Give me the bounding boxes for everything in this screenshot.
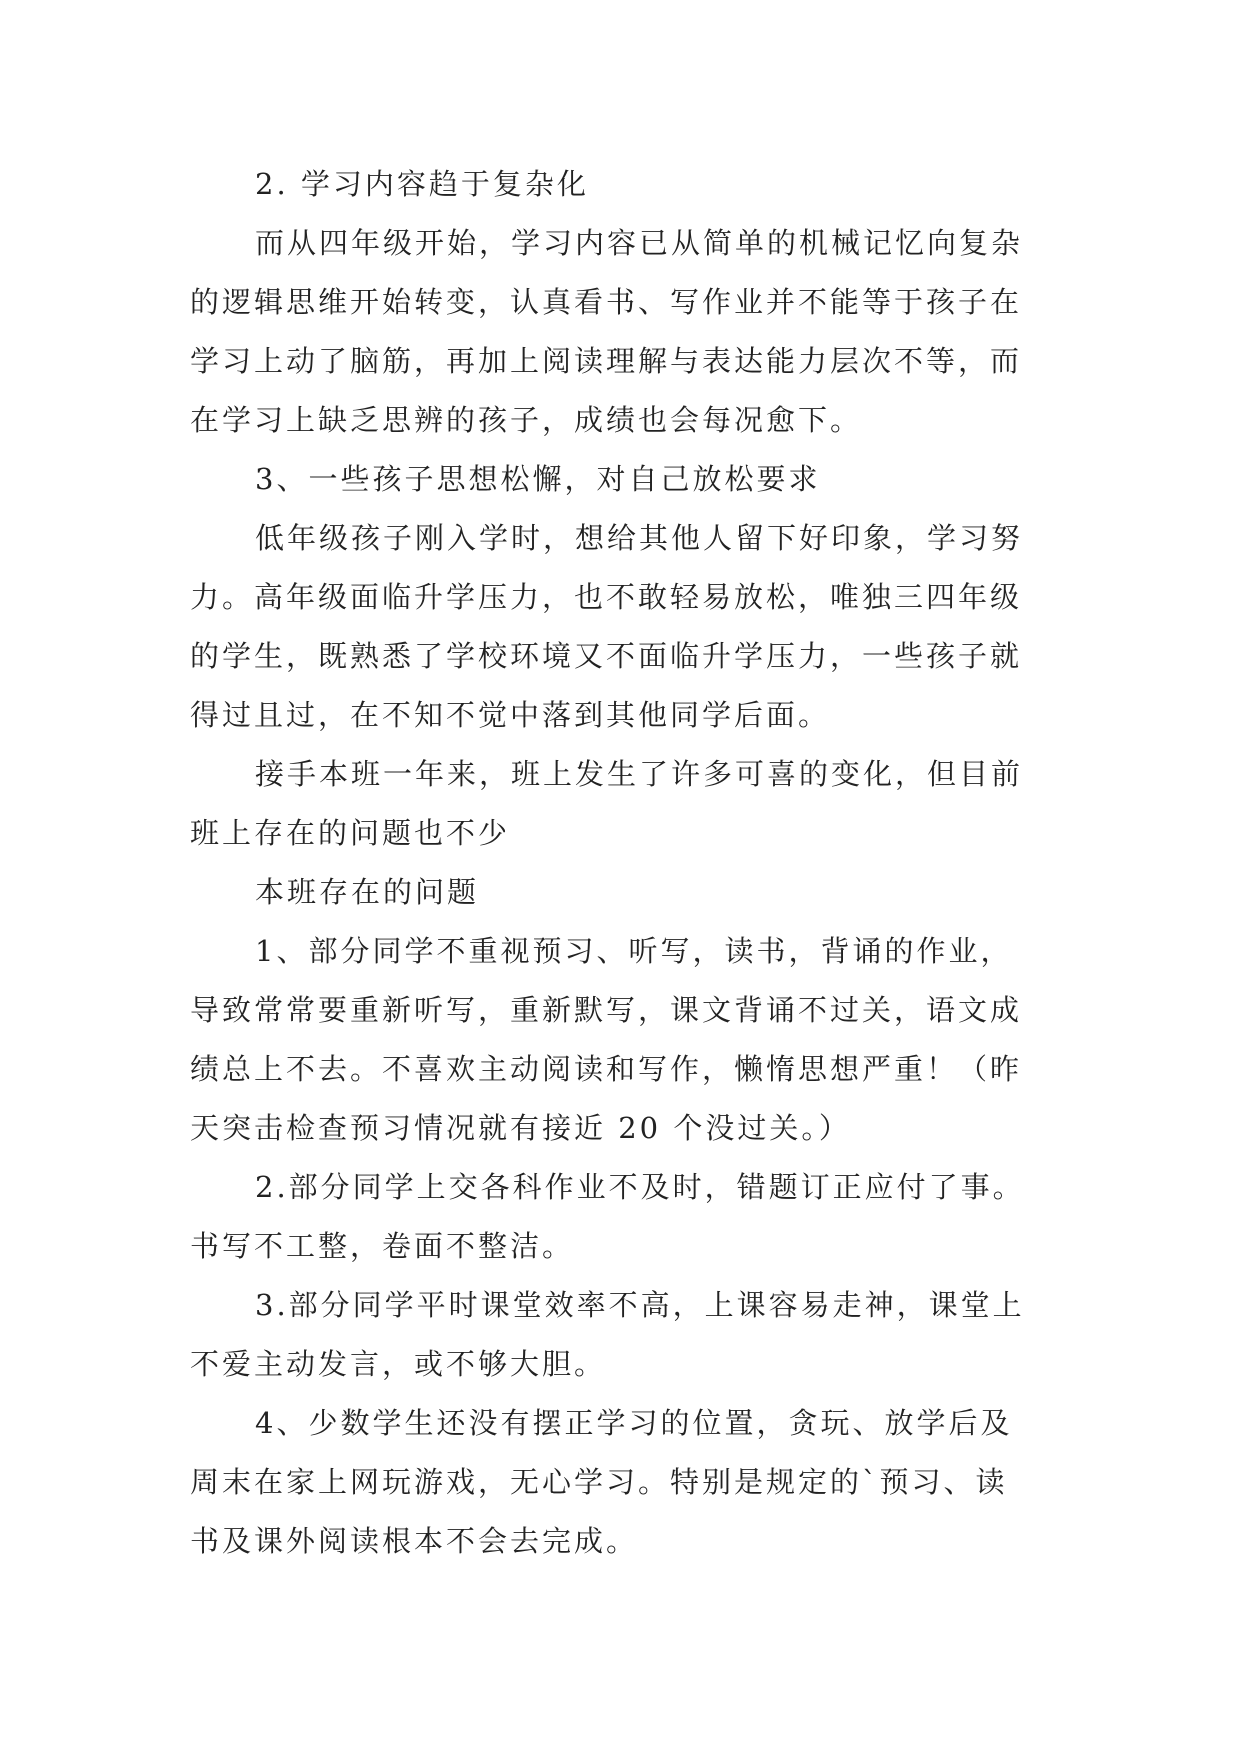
paragraph-line: 得过且过，在不知不觉中落到其他同学后面。 (190, 698, 831, 732)
document-body (190, 155, 1055, 1571)
paragraph-line: 绩总上不去。不喜欢主动阅读和写作，懒惰思想严重！（昨 (190, 1052, 1023, 1086)
paragraph-line: 周末在家上网玩游戏，无心学习。特别是规定的`预习、读 (190, 1465, 1008, 1499)
paragraph-line: 天突击检查预习情况就有接近 20 个没过关。） (190, 1111, 851, 1145)
heading-3: 3、一些孩子思想松懈，对自己放松要求 (255, 462, 821, 496)
list-item-1: 1、部分同学不重视预习、听写，读书，背诵的作业， (255, 934, 1013, 968)
paragraph-line: 不爱主动发言，或不够大胆。 (190, 1347, 607, 1381)
list-item-2: 2.部分同学上交各科作业不及时，错题订正应付了事。 (255, 1170, 1025, 1204)
paragraph-line: 的逻辑思维开始转变，认真看书、写作业并不能等于孩子在 (190, 285, 1023, 319)
paragraph-line: 班上存在的问题也不少 (190, 816, 511, 850)
paragraph-line: 导致常常要重新听写，重新默写，课文背诵不过关，语文成 (190, 993, 1023, 1027)
paragraph-line: 而从四年级开始，学习内容已从简单的机械记忆向复杂 (255, 226, 1024, 260)
list-item-4: 4、少数学生还没有摆正学习的位置，贪玩、放学后及 (255, 1406, 1013, 1440)
paragraph-line: 书写不工整，卷面不整洁。 (190, 1229, 575, 1263)
paragraph-line: 学习上动了脑筋，再加上阅读理解与表达能力层次不等，而 (190, 344, 1023, 378)
paragraph-line: 接手本班一年来，班上发生了许多可喜的变化，但目前 (255, 757, 1024, 791)
paragraph-line: 书及课外阅读根本不会去完成。 (190, 1524, 639, 1558)
paragraph-line: 的学生，既熟悉了学校环境又不面临升学压力，一些孩子就 (190, 639, 1023, 673)
heading-2: 2. 学习内容趋于复杂化 (255, 167, 589, 201)
section-heading: 本班存在的问题 (255, 875, 480, 909)
paragraph-line: 力。高年级面临升学压力，也不敢轻易放松，唯独三四年级 (190, 580, 1023, 614)
paragraph-line: 低年级孩子刚入学时，想给其他人留下好印象，学习努 (255, 521, 1024, 555)
list-item-3: 3.部分同学平时课堂效率不高，上课容易走神，课堂上 (255, 1288, 1025, 1322)
paragraph-line: 在学习上缺乏思辨的孩子，成绩也会每况愈下。 (190, 403, 863, 437)
